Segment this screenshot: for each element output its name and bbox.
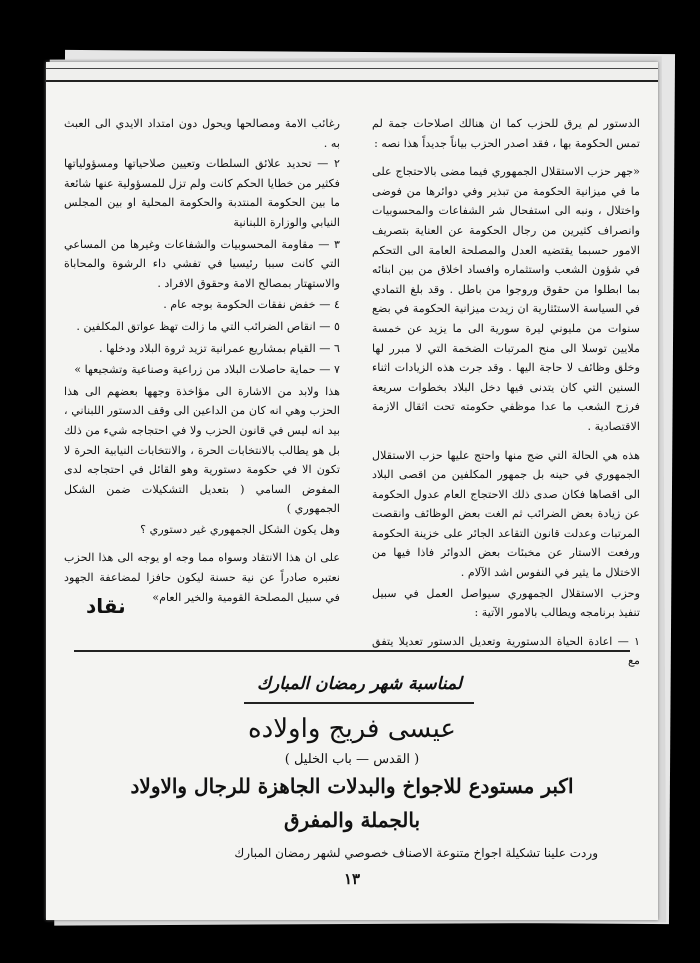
article-question: وهل يكون الشكل الجمهوري غير دستوري ؟ — [140, 522, 340, 536]
demand-item-2: ٢ — تحديد علائق السلطات وتعيين صلاحياتها ومسؤولياتها فكثير من خطايا الحكم كانت ولم تزل للمسؤولية عنها شائعة ما بين الحكومة المنتدبة والحكومة المحلية او بين المجلس النيابي والوزارة اللبنانية — [64, 157, 340, 229]
article-paragraph: على ان هذا الانتقاد وسواه مما وجه او يوجه الى هذا الحزب نعتبره صادراً عن نية حسنة ليكون حافزا لمضاعفة الجهود في سبيل المصلحة القومية والخير العام» — [64, 551, 340, 604]
article-right-column — [372, 114, 640, 673]
demand-item-4: ٤ — خفض نفقات الحكومة بوجه عام . — [163, 298, 340, 312]
header-rule — [46, 62, 658, 82]
demand-item-5: ٥ — انقاص الضرائب التي ما زالت تهظ عواتق المكلفين . — [76, 319, 340, 333]
ad-company-name: عيسى فريج واولاده — [248, 714, 456, 744]
article-paragraph: هذه هي الحالة التي ضج منها واحتج عليها حزب الاستقلال الجمهوري في حينه بل جمهور المكلفين من اقصى البلاد الى اقصاها فكان صدى ذلك الاحتجاج العام عدول الحكومة عن زيادة بعض الضرائب ثم الغت بعض الوظائف وانقصت المرتبات وعدلت قانون التقاعد الجائر على خزينة الحكومة ورفعت الاستار عن مخبئات بعض الدوائر فاذا فيها من الاختلال ما يثير في النفوس اشد الآلام . — [372, 448, 640, 580]
ad-divider — [74, 650, 630, 652]
demand-item-1: ١ — اعادة الحياة الدستورية وتعديل الدستور تعديلا يتفق مع — [372, 634, 640, 668]
demand-item-3: ٣ — مقاومة المحسوبيات والشفاعات وغيرها من المساعي التي كانت سببا رئيسيا في تفشي داء الرشوة والمحاباة والاستهتار بمصالح الامة وحقوق الافراد . — [64, 237, 340, 290]
article-paragraph: «جهر حزب الاستقلال الجمهوري فيما مضى بالاحتجاج على ما في ميزانية الحكومة من تبذير وفي دوائرها من فوضى واختلال ، ونبه الى استفحال شر الشفاعات والمحسوبيات وانصراف كثيرين من رجال الحكومة عن العناية بتصريف الامور حسبما يقتضيه العدل والمصلحة العامة الى التحكم في شؤون الشعب واستثماره وافساد اخلاق من بين ابنائه بما ابطلوا من حقوق وروجوا من باطل . وقد بلغ التمادي في السياسة الاستئثارية ان زيدت ميزانية الحكومة في بضع سنوات من مليوني ليرة سورية الى ما يزيد عن خمسة ملايين توسلا الى منح المرتبات الضخمة التي لا مبرر لها وخلق وظائف لا حاجة اليها . وقد جرت هذه الزيادات اثناء السنين التي كان يتدنى فيها دخل البلاد بخطوات سريعة فرزح الشعب ما عدا موظفي حكومته تحت اثقال الازمة الاقتصادية . — [372, 165, 640, 433]
author-signature: نقاد — [86, 594, 126, 618]
demand-item-6: ٦ — القيام بمشاريع عمرانية تزيد ثروة البلاد ودخلها . — [99, 341, 340, 355]
ad-occasion-underline — [244, 702, 474, 704]
demand-item-7: ٧ — حماية حاصلات البلاد من زراعية وصناعية وتشجيعها » — [74, 363, 340, 377]
article-paragraph: الدستور لم يرق للحزب كما ان هنالك اصلاحات جمة لم تمس الحكومة بها ، فقد اصدر الحزب بياناً جديداً هذا نصه : — [372, 117, 640, 150]
ad-note: وردت علينا تشكيلة اجواخ متنوعة الاصناف خصوصي لشهر رمضان المبارك — [234, 846, 598, 860]
magazine-page — [46, 62, 658, 920]
ad-occasion: لمناسبة شهر رمضان المبارك — [256, 674, 462, 694]
page-number: ١٣ — [343, 870, 361, 888]
article-paragraph: هذا ولابد من الاشارة الى مؤاخذة وجهها بعضهم الى هذا الحزب وهي انه كان من الداعين الى وقف الدستور اللبناني ، بيد انه ليس في قانون الحزب ولا في احتجاجه شيء من ذلك بل هو يطالب بالانتخابات الحرة ، والانتخابات النيابية الحرة لا تكون الا في حكومة دستورية وهو القائل في احتجاجه لدى المفوض السامي ( بتعديل التشكيلات ضمن الشكل الجمهوري ) — [64, 384, 340, 516]
article-paragraph: وحزب الاستقلال الجمهوري سيواصل العمل في سبيل تنفيذ برنامجه ويطالب بالامور الآتية : — [372, 586, 640, 620]
article-continuation: رغائب الامة ومصالحها ويحول دون امتداد الايدي الى العبث به . — [64, 117, 340, 150]
ad-address: ( القدس — باب الخليل ) — [284, 752, 420, 767]
article-left-column — [64, 114, 340, 608]
ad-subheadline: بالجملة والمفرق — [283, 808, 421, 832]
ad-headline: اكبر مستودع للاجواخ والبدلات الجاهزة للرجال والاولاد — [130, 774, 574, 798]
